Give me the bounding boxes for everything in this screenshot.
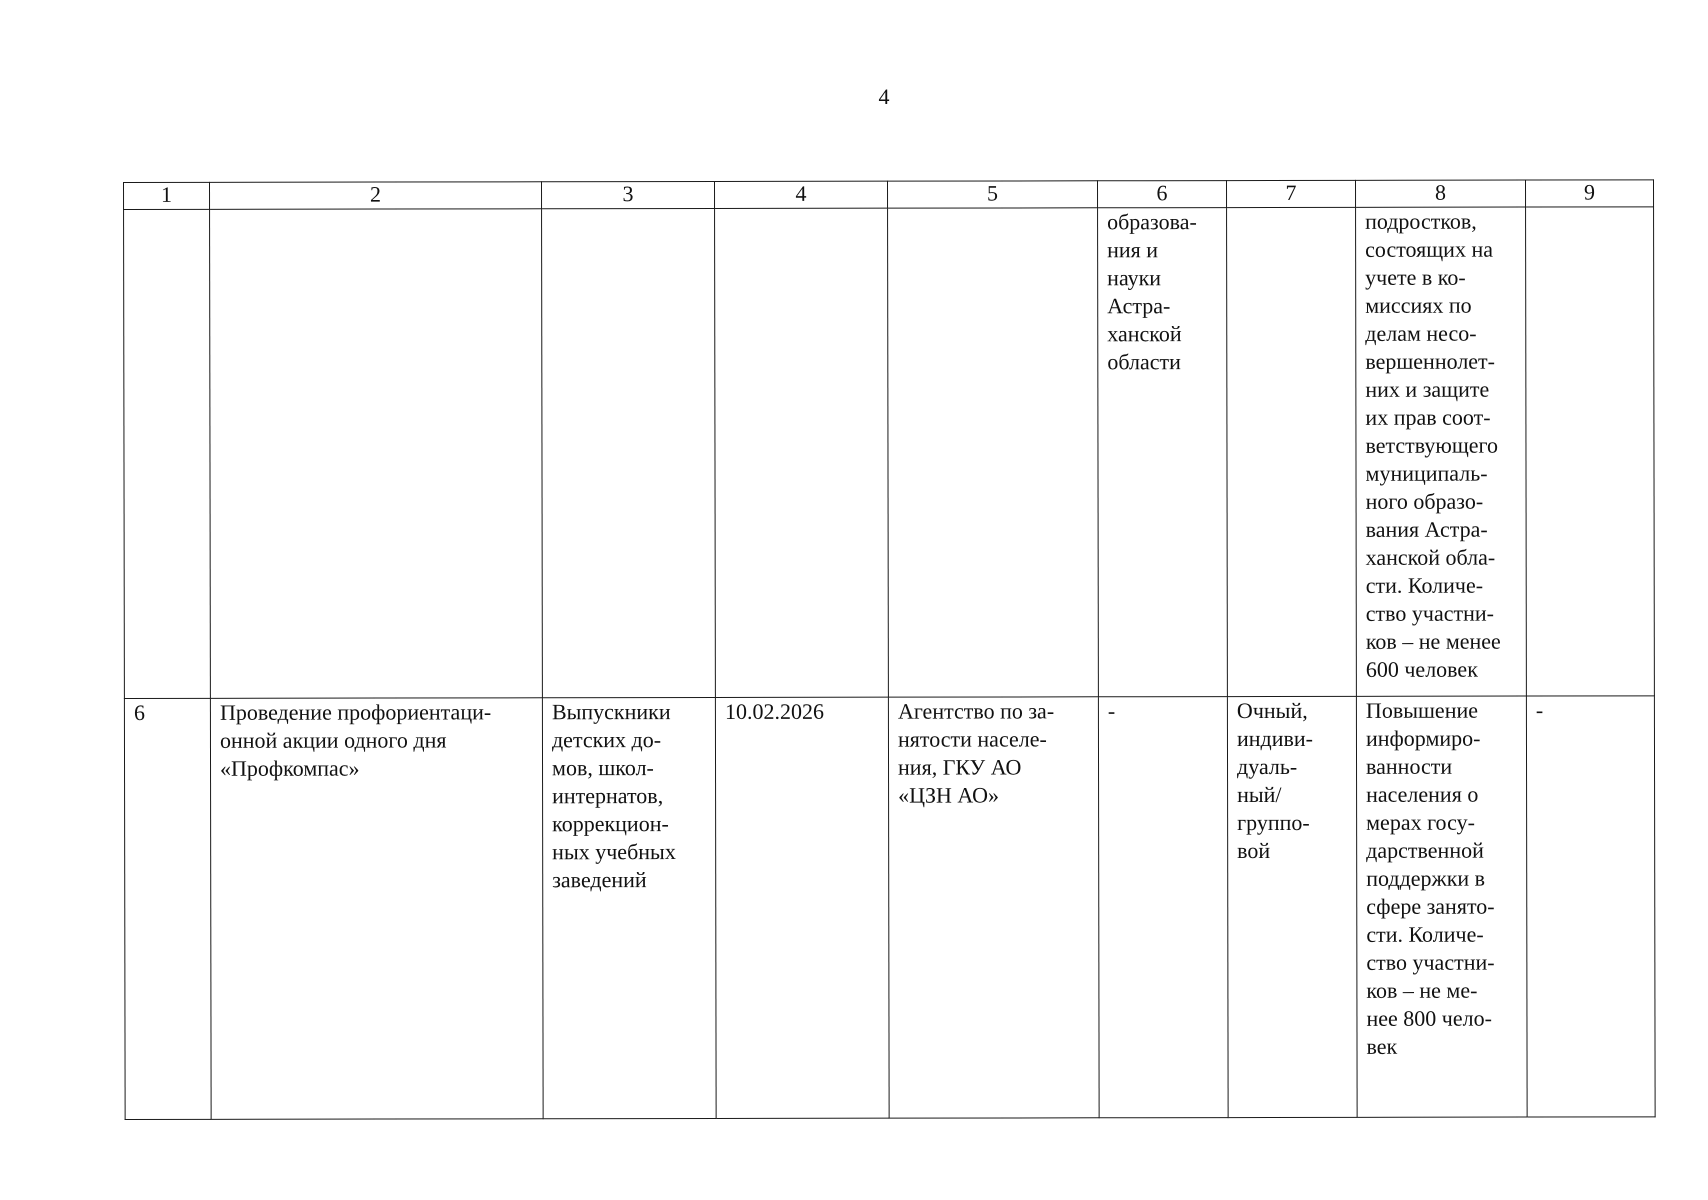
table-cell (1098, 697, 1228, 1118)
table-cell (124, 698, 211, 1119)
column-header-8: 8 (1355, 180, 1525, 207)
cell-event-name: Проведение профориентаци- онной акции одного дня «Профкомпас» (219, 699, 492, 781)
table-cell (888, 208, 1099, 697)
table-cell (1098, 208, 1228, 697)
table-cell (1356, 207, 1527, 696)
table-cell (542, 697, 716, 1118)
column-header-6: 6 (1097, 181, 1226, 208)
table-cell (888, 697, 1099, 1118)
cell-co-executor: образова- ния и науки Астра- ханской области (1107, 209, 1197, 375)
cell-participants: Выпускники детских до- мов, школ- интернатов, коррекцион- ных учебных заведений (551, 699, 676, 893)
table-cell (210, 209, 543, 699)
table-cell (715, 697, 889, 1118)
column-header-2: 2 (210, 182, 542, 210)
cell-date: 10.02.2026 (724, 698, 824, 724)
column-header-1: 1 (124, 182, 210, 209)
table-cell (1356, 696, 1527, 1117)
cell-notes: - (1535, 697, 1544, 723)
cell-expected-result: подростков, состоящих на учете в ко- миссиях по делам несо- вершеннолет- них и защите их прав соот- ветствующего муниципаль- ного образо- вания Астра- ханской обла- сти. Количе- ство участни- ков – не менее 600 человек (1365, 208, 1501, 682)
cell-expected-result: Повышение информиро- ванности населения о мерах госу- дарственной поддержки в сфере занято- сти. Количе- ство участни- ков – не ме- нее 800 чело- век (1365, 697, 1495, 1059)
table-cell (124, 209, 211, 698)
cell-format: Очный, индиви- дуаль- ный/ группо- вой (1236, 697, 1314, 864)
table-cell (1227, 696, 1357, 1117)
page-number: 4 (878, 84, 890, 109)
column-header-7: 7 (1226, 180, 1355, 207)
column-header-5: 5 (887, 181, 1097, 208)
table-cell (542, 208, 716, 697)
cell-co-executor: - (1107, 698, 1116, 724)
cell-number: 6 (133, 699, 145, 725)
table-row (124, 696, 1655, 1120)
table-cell (1526, 696, 1655, 1117)
table-row (124, 207, 1655, 699)
table-cell (210, 698, 543, 1120)
cell-organizer: Агентство по за- нятости населе- ния, ГКУ АО «ЦЗН АО» (897, 698, 1055, 808)
table-cell (715, 208, 889, 697)
column-header-4: 4 (715, 181, 888, 208)
cell-event-name (219, 209, 532, 210)
column-header-9: 9 (1525, 180, 1653, 207)
activities-table (123, 179, 1656, 1120)
table-header-row (124, 180, 1654, 210)
column-header-3: 3 (542, 181, 715, 208)
table-cell (1526, 207, 1655, 696)
table-cell (1227, 207, 1357, 696)
